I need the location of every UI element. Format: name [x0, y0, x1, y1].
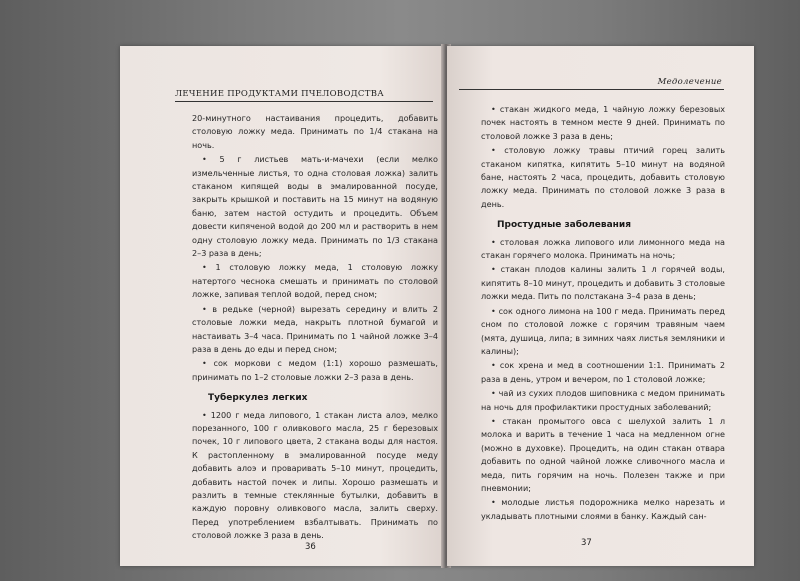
paragraph: • в редьке (черной) вырезать середину и влить 2 столовые ложки меда, накрыть плотной бумагой и настаивать 3–4 часа. Принимать по 1 чайной ложке 3–4 раза в день до еды и перед сном;	[192, 303, 438, 354]
paragraph: • 1200 г меда липового, 1 стакан листа алоэ, мелко порезанного, 100 г оливкового масла, 25 г березовых почек, 10 г липового цвета, 2 стакана воды для настоя. К растопленному в эмалированной посуде меду добавить алоэ и проваривать 5–10 минут, процедить, добавить настой почек и липы. Хорошо размешать и разлить в темные стеклянные бутылки, добавить в каждую поровну оливкового масла, залить сверху. Перед употреблением взбалтывать. Принимать по столовой ложке 3 раза в день.	[192, 409, 438, 541]
paragraph: • стакан плодов калины залить 1 л горячей воды, кипятить 8–10 минут, процедить и добавить 3 столовые ложки меда. Пить по полстакана 3–4 раза в день;	[481, 264, 725, 302]
running-head: ЛЕЧЕНИЕ ПРОДУКТАМИ ПЧЕЛОВОДСТВА	[175, 89, 384, 99]
paragraph: 20-минутного настаивания процедить, добавить столовую ложку меда. Принимать по 1/4 стакана на ночь.	[192, 113, 438, 150]
paragraph: • молодые листья подорожника мелко нарезать и укладывать плотными слоями в банку. Каждый сан-	[481, 497, 725, 521]
header-rule	[175, 101, 433, 102]
paragraph: • столовую ложку травы птичий горец залить стаканом кипятка, кипятить 5–10 минут на водяной бане, настоять 2 часа, процедить, добавить столовую ложку меда. Принимать по столовой ложке 3 раза в день.	[481, 145, 725, 209]
left-page	[120, 46, 445, 566]
paragraph: • стакан промытого овса с шелухой залить 1 л молока и варить в течение 1 часа на медленном огне (можно в духовке). Процедить, на один стакан отвара добавить по одной чайной ложке сливочного масла и меда, пить горячим на ночь. Полезен также и при пневмонии;	[481, 415, 725, 493]
paragraph: • сок моркови с медом (1:1) хорошо размешать, принимать по 1–2 столовые ложки 2–3 раза в день.	[192, 358, 438, 382]
paragraph: • чай из сухих плодов шиповника с медом принимать на ночь для профилактики простудных заболеваний;	[481, 388, 725, 412]
paragraph: • столовая ложка липового или лимонного меда на стакан горячего молока. Принимать на ночь;	[481, 236, 725, 261]
section-title: Туберкулез легких	[208, 393, 308, 404]
page-text	[192, 112, 438, 544]
paragraph: • сок одного лимона на 100 г меда. Принимать перед сном по столовой ложке с горячим травяным чаем (мята, душица, липа; в зимних чаях листья земляники и калины);	[481, 305, 725, 356]
page-number: 36	[305, 542, 316, 552]
header-rule	[459, 89, 724, 90]
paragraph: • 1 столовую ложку меда, 1 столовую ложку натертого чеснока смешать и принимать по столовой ложке, запивая теплой водой, перед сном;	[192, 262, 438, 300]
right-page	[447, 46, 754, 566]
paragraph: • сок хрена и мед в соотношении 1:1. Принимать 2 раза в день, утром и вечером, по 1 столовой ложке;	[481, 360, 725, 384]
section-title: Простудные заболевания	[497, 220, 631, 231]
paragraph: • 5 г листьев мать-и-мачехи (если мелко измельченные листья, то одна столовая ложка) залить стаканом кипящей воды в эмалированной посуде, закрыть крышкой и поставить на 15 минут на водяную баню, затем настой остудить и процедить. Объем довести кипяченой водой до 200 мл и растворить в нем одну столовую ложку меда. Принимать по 1/3 стакана 2–3 раза в день;	[192, 154, 438, 259]
running-head: Медолечение	[657, 77, 722, 87]
page-text	[481, 103, 725, 524]
page-number: 37	[581, 538, 592, 548]
paragraph: • стакан жидкого меда, 1 чайную ложку березовых почек настоять в темном месте 9 дней. Принимать по столовой ложке 3 раза в день;	[481, 104, 725, 141]
